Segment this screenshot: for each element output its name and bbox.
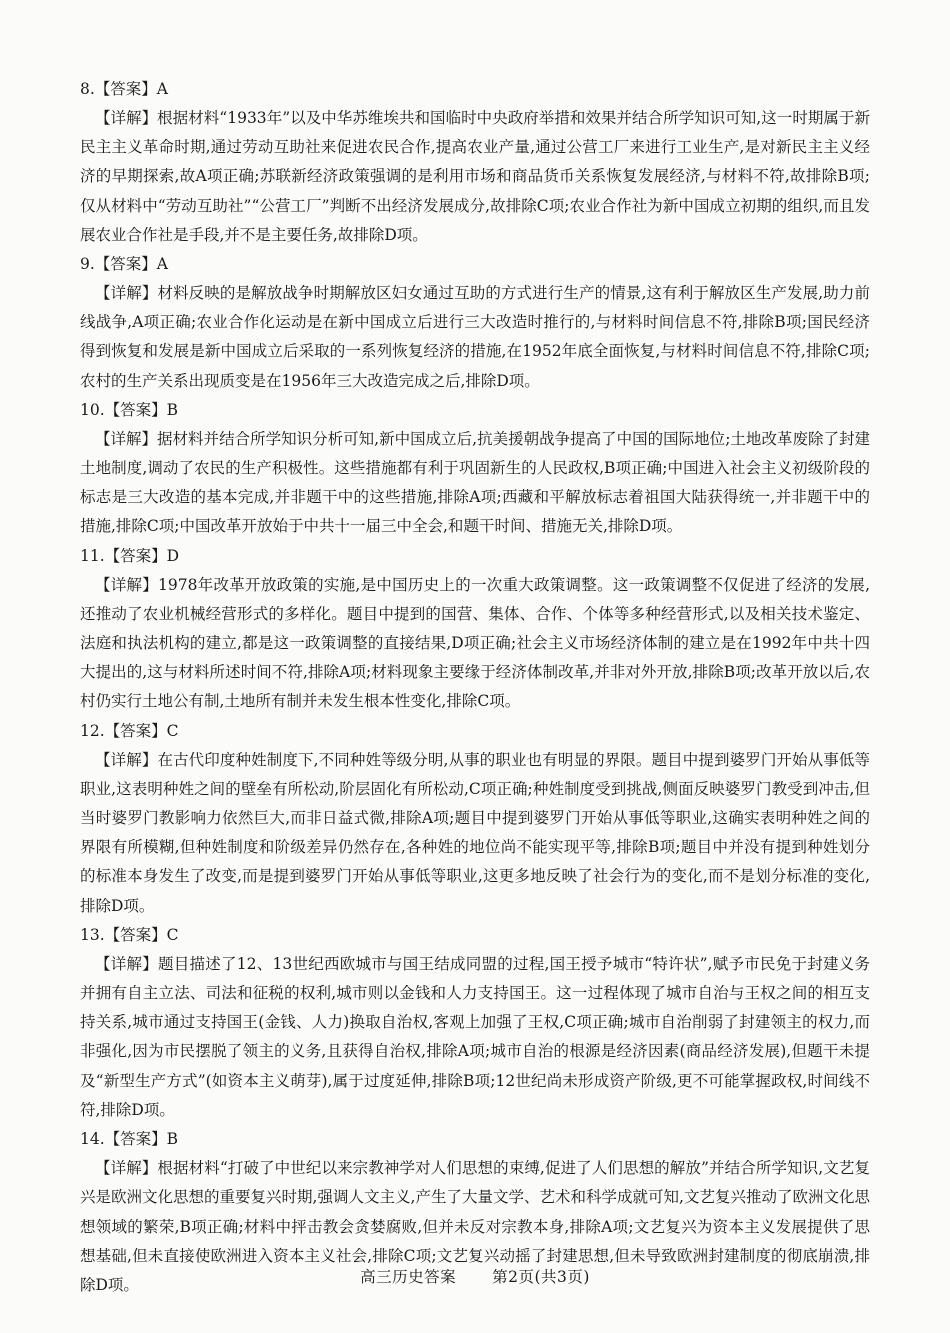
question-8 bbox=[80, 75, 870, 250]
page-footer bbox=[0, 1265, 950, 1287]
question-12 bbox=[80, 717, 870, 921]
answer-explanation: 【详解】1978年改革开放政策的实施,是中国历史上的一次重大政策调整。这一政策调整不仅促进了经济的发展,还推动了农业机械经营形式的多样化。题目中提到的国营、集体、合作、个体等多种经营形式,以及相关技术鉴定、法庭和执法机构的建立,都是这一政策调整的直接结果,D项正确;社会主义市场经济体制的建立是在1992年中共十四大提出的,这与材料所述时间不符,排除A项;材料现象主要缘于经济体制改革,并非对外开放,排除B项;改革开放以后,农村仍实行土地公有制,土地所有制并未发生根本性变化,排除C项。 bbox=[80, 575, 870, 711]
footer-page-number: 第2页(共3页) bbox=[492, 1268, 590, 1286]
answer-explanation: 【详解】在古代印度种姓制度下,不同种姓等级分明,从事的职业也有明显的界限。题目中提到婆罗门开始从事低等职业,这表明种姓之间的壁垒有所松动,阶层固化有所松动,C项正确;种姓制度受到挑战,侧面反映婆罗门教受到冲击,但当时婆罗门教影响力依然巨大,而非日益式微,排除A项;题目中提到婆罗门开始从事低等职业,这确实表明种姓之间的界限有所模糊,但种姓制度和阶级差异仍然存在,各种姓的地位尚不能实现平等,排除B项;题目中并没有提到种姓划分的标准本身发生了改变,而是提到婆罗门开始从事低等职业,这更多地反映了社会行为的变化,而不是划分标准的变化,排除D项。 bbox=[80, 750, 870, 915]
answer-label: 8.【答案】A bbox=[80, 80, 168, 98]
answer-explanation: 【详解】根据材料“1933年”以及中华苏维埃共和国临时中央政府举措和效果并结合所学知识可知,这一时期属于新民主主义革命时期,通过劳动互助社来促进农民合作,提高农业产量,通过公营工厂来进行工业生产,是对新民主主义经济的早期探索,故A项正确;苏联新经济政策强调的是利用市场和商品货币关系恢复发展经济,与材料不符,故排除B项;仅从材料中“劳动互助社”“公营工厂”判断不出经济发展成分,故排除C项;农业合作社为新中国成立初期的组织,而且发展农业合作社是手段,并不是主要任务,故排除D项。 bbox=[80, 109, 870, 244]
answer-explanation: 【详解】据材料并结合所学知识分析可知,新中国成立后,抗美援朝战争提高了中国的国际地位;土地改革废除了封建土地制度,调动了农民的生产积极性。这些措施都有利于巩固新生的人民政权,B项正确;中国进入社会主义初级阶段的标志是三大改造的基本完成,并非题干中的这些措施,排除A项;西藏和平解放标志着祖国大陆获得统一,并非题干中的措施,排除C项;中国改革开放始于中共十一届三中全会,和题干时间、措施无关,排除D项。 bbox=[80, 429, 870, 536]
answer-label: 11.【答案】D bbox=[80, 546, 180, 565]
answer-label: 14.【答案】B bbox=[80, 1130, 179, 1149]
answer-explanation: 【详解】根据材料“打破了中世纪以来宗教神学对人们思想的束缚,促进了人们思想的解放”并结合所学知识,文艺复兴是欧洲文化思想的重要复兴时期,强调人文主义,产生了大量文学、艺术和科学成就可知,文艺复兴推动了欧洲文化思想领域的繁荣,B项正确;材料中抨击教会贪婪腐败,但并未反对宗教本身,排除A项;文艺复兴为资本主义发展提供了思想基础,但未直接使欧洲进入资本主义社会,排除C项;文艺复兴动摇了封建思想,但未导致欧洲封建制度的彻底崩溃,排除D项。 bbox=[80, 1159, 870, 1294]
question-13 bbox=[80, 921, 870, 1125]
answer-explanation: 【详解】题目描述了12、13世纪西欧城市与国王结成同盟的过程,国王授予城市“特许状”,赋予市民免于封建义务并拥有自主立法、司法和征税的权利,城市则以金钱和人力支持国王。这一过程体现了城市自治与王权之间的相互支持关系,城市通过支持国王(金钱、人力)换取自治权,客观上加强了王权,C项正确;城市自治削弱了封建领主的权力,而非强化,因为市民摆脱了领主的义务,且获得自治权,排除A项;城市自治的根源是经济因素(商品经济发展),但题干未提及“新型生产方式”(如资本主义萌芽),属于过度延伸,排除B项;12世纪尚未形成资产阶级,更不可能掌握政权,时间线不符,排除D项。 bbox=[80, 954, 870, 1119]
question-11 bbox=[80, 542, 870, 717]
question-10 bbox=[80, 396, 870, 542]
answer-label: 13.【答案】C bbox=[80, 925, 179, 944]
answer-explanation: 【详解】材料反映的是解放战争时期解放区妇女通过互助的方式进行生产的情景,这有利于解放区生产发展,助力前线战争,A项正确;农业合作化运动是在新中国成立后进行三大改造时推行的,与材料时间信息不符,排除B项;国民经济得到恢复和发展是新中国成立后采取的一系列恢复经济的措施,在1952年底全面恢复,与材料时间信息不符,排除C项;农村的生产关系出现质变是在1956年三大改造完成之后,排除D项。 bbox=[80, 284, 870, 390]
answer-label: 12.【答案】C bbox=[80, 721, 179, 740]
question-9 bbox=[80, 250, 870, 396]
footer-subject: 高三历史答案 bbox=[360, 1268, 457, 1286]
answer-label: 10.【答案】B bbox=[80, 400, 179, 419]
answer-label: 9.【答案】A bbox=[80, 255, 168, 274]
